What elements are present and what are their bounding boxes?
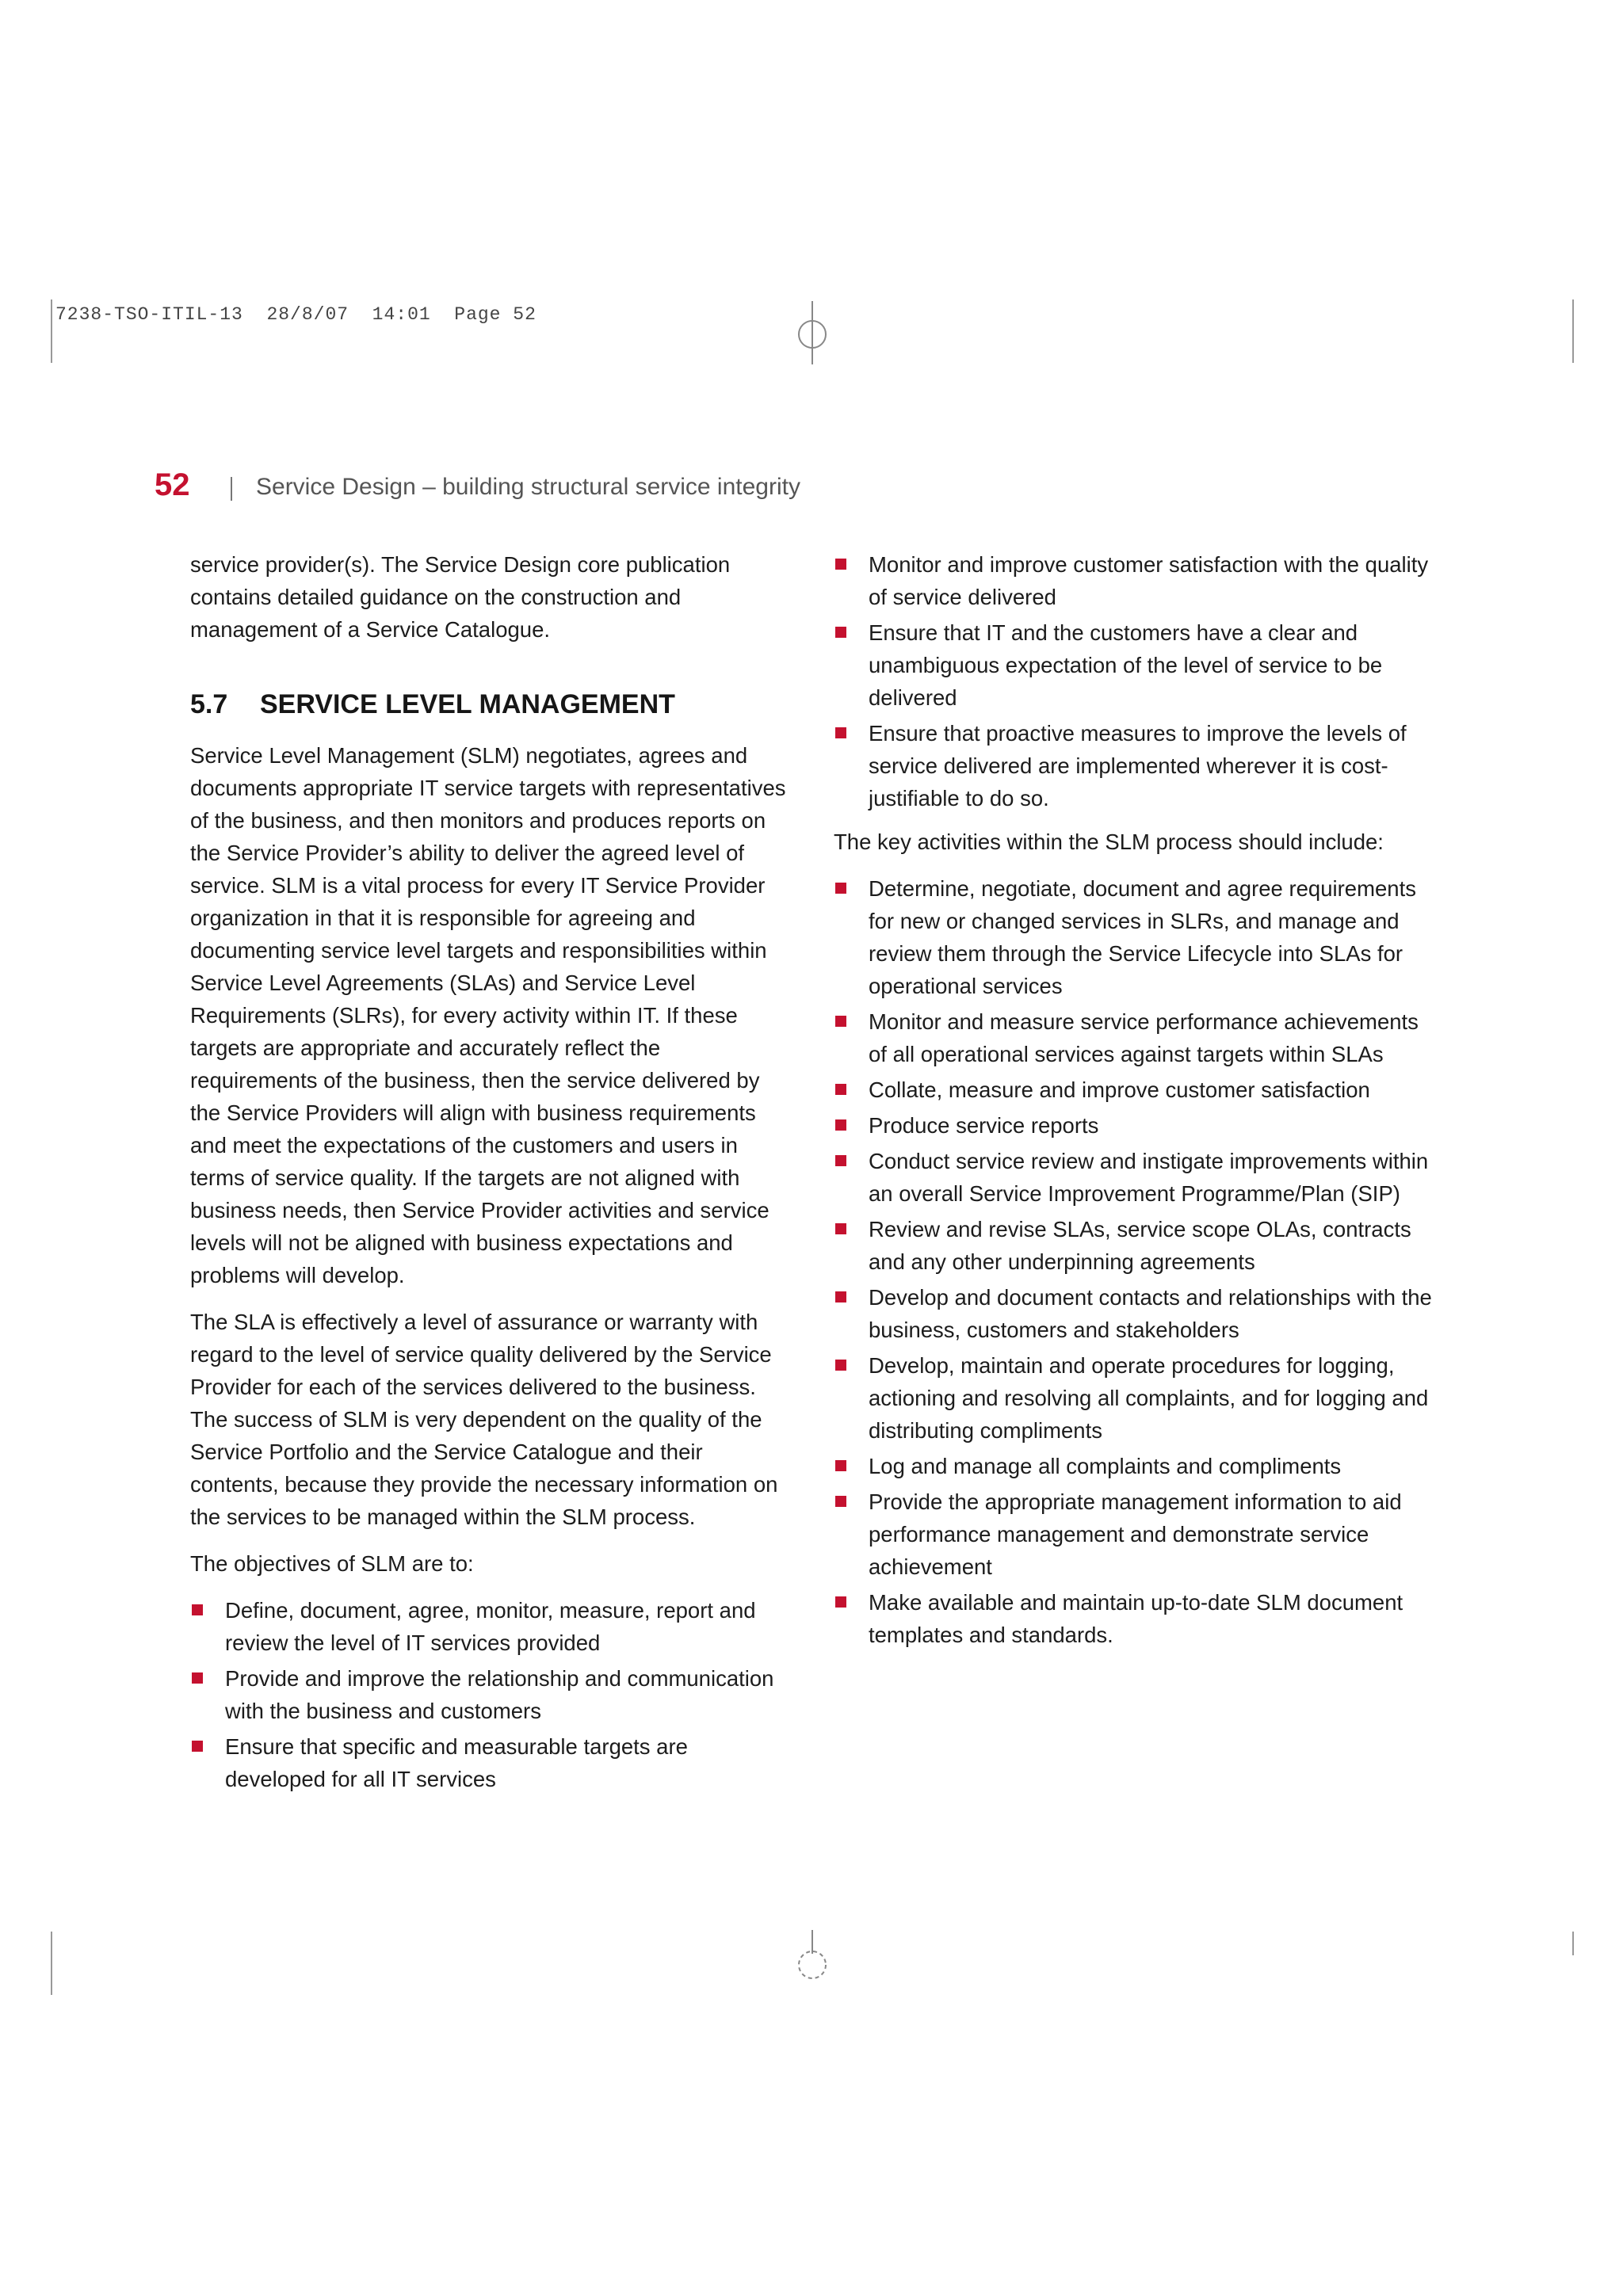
list-item: Ensure that IT and the customers have a clear and unambiguous expectation of the level of service to be delivered bbox=[834, 616, 1436, 714]
bullet-square-icon bbox=[835, 1016, 846, 1027]
list-item: Ensure that specific and measurable targets are developed for all IT services bbox=[190, 1730, 792, 1795]
bullet-square-icon bbox=[835, 1460, 846, 1471]
running-head-divider bbox=[231, 477, 232, 501]
list-item: Produce service reports bbox=[834, 1109, 1436, 1142]
bullet-square-icon bbox=[835, 1223, 846, 1234]
section-number: 5.7 bbox=[190, 689, 228, 719]
list-item: Make available and maintain up-to-date SLM document templates and standards. bbox=[834, 1586, 1436, 1651]
running-head-title: Service Design – building structural service integrity bbox=[256, 474, 800, 500]
crop-mark-bottom-right bbox=[1572, 1932, 1574, 1955]
list-item: Monitor and measure service performance achievements of all operational services against targets within SLAs bbox=[834, 1005, 1436, 1070]
activities-intro: The key activities within the SLM process should include: bbox=[834, 830, 1384, 854]
bullet-square-icon bbox=[835, 1119, 846, 1131]
list-item: Provide the appropriate management information to aid performance management and demonstrate service achievement bbox=[834, 1486, 1436, 1583]
bullet-square-icon bbox=[835, 1155, 846, 1166]
bullet-square-icon bbox=[835, 559, 846, 570]
list-item: Monitor and improve customer satisfaction with the quality of service delivered bbox=[834, 548, 1436, 613]
right-column bbox=[834, 548, 1436, 1662]
crop-mark-top-left bbox=[51, 299, 52, 363]
section-title: SERVICE LEVEL MANAGEMENT bbox=[260, 689, 675, 719]
bullet-square-icon bbox=[835, 883, 846, 894]
bullet-square-icon bbox=[835, 727, 846, 738]
registration-mark-bottom-icon bbox=[795, 1930, 830, 1985]
list-item: Log and manage all complaints and compliments bbox=[834, 1450, 1436, 1482]
bullet-square-icon bbox=[835, 627, 846, 638]
printer-slug: 7238-TSO-ITIL-13 28/8/07 14:01 Page 52 bbox=[55, 304, 537, 325]
bullet-square-icon bbox=[192, 1741, 203, 1752]
body-paragraph: The SLA is effectively a level of assurance or warranty with regard to the level of service quality delivered by the Service Provider for each of the services delivered to the business. The success of SLM is very dependent on the quality of the Service Portfolio and the Service Catalogue and their contents, because they provide the necessary information on the services to be managed within the SLM process. bbox=[190, 1310, 778, 1529]
bullet-square-icon bbox=[835, 1360, 846, 1371]
list-item: Provide and improve the relationship and communication with the business and customers bbox=[190, 1662, 792, 1727]
crop-mark-top-right bbox=[1572, 299, 1574, 363]
list-item: Develop, maintain and operate procedures for logging, actioning and resolving all complaints, and for logging and distributing compliments bbox=[834, 1349, 1436, 1447]
left-column bbox=[190, 548, 792, 1806]
crop-mark-bottom-left bbox=[51, 1932, 52, 1995]
bullet-square-icon bbox=[835, 1084, 846, 1095]
activities-list bbox=[834, 872, 1436, 1651]
list-item: Collate, measure and improve customer satisfaction bbox=[834, 1074, 1436, 1106]
list-item: Review and revise SLAs, service scope OLAs, contracts and any other underpinning agreements bbox=[834, 1213, 1436, 1278]
objectives-list bbox=[190, 1594, 792, 1795]
section-heading bbox=[190, 687, 792, 722]
bullet-square-icon bbox=[835, 1596, 846, 1608]
list-item: Determine, negotiate, document and agree requirements for new or changed services in SLRs, and manage and review them through the Service Lifecycle into SLAs for operational services bbox=[834, 872, 1436, 1002]
bullet-square-icon bbox=[192, 1672, 203, 1684]
objectives-intro: The objectives of SLM are to: bbox=[190, 1551, 474, 1576]
list-item: Ensure that proactive measures to improve the levels of service delivered are implemented wherever it is cost-justifiable to do so. bbox=[834, 717, 1436, 814]
intro-paragraph: service provider(s). The Service Design core publication contains detailed guidance on the construction and management of a Service Catalogue. bbox=[190, 552, 731, 642]
bullet-square-icon bbox=[835, 1496, 846, 1507]
body-paragraph: Service Level Management (SLM) negotiates, agrees and documents appropriate IT service targets with representatives of the business, and then monitors and produces reports on the Service Provider’s ability to deliver the agreed level of service. SLM is a vital process for every IT Service Provider organization in that it is responsible for agreeing and documenting service level targets and responsibilities within Service Level Agreements (SLAs) and Service Level Requirements (SLRs), for every activity within IT. If these targets are appropriate and accurately reflect the requirements of the business, then the service delivered by the Service Providers will align with business requirements and meet the expectations of the customers and users in terms of service quality. If the targets are not aligned with business needs, then Service Provider activities and service levels will not be aligned with business expectations and problems will develop. bbox=[190, 743, 786, 1287]
list-item: Define, document, agree, monitor, measure, report and review the level of IT services provided bbox=[190, 1594, 792, 1659]
objectives-list-continued bbox=[834, 548, 1436, 814]
list-item: Conduct service review and instigate improvements within an overall Service Improvement Programme/Plan (SIP) bbox=[834, 1145, 1436, 1210]
registration-mark-top-icon bbox=[795, 301, 830, 364]
bullet-square-icon bbox=[192, 1604, 203, 1615]
bullet-square-icon bbox=[835, 1291, 846, 1302]
list-item: Develop and document contacts and relationships with the business, customers and stakeholders bbox=[834, 1281, 1436, 1346]
page-number: 52 bbox=[155, 467, 190, 502]
